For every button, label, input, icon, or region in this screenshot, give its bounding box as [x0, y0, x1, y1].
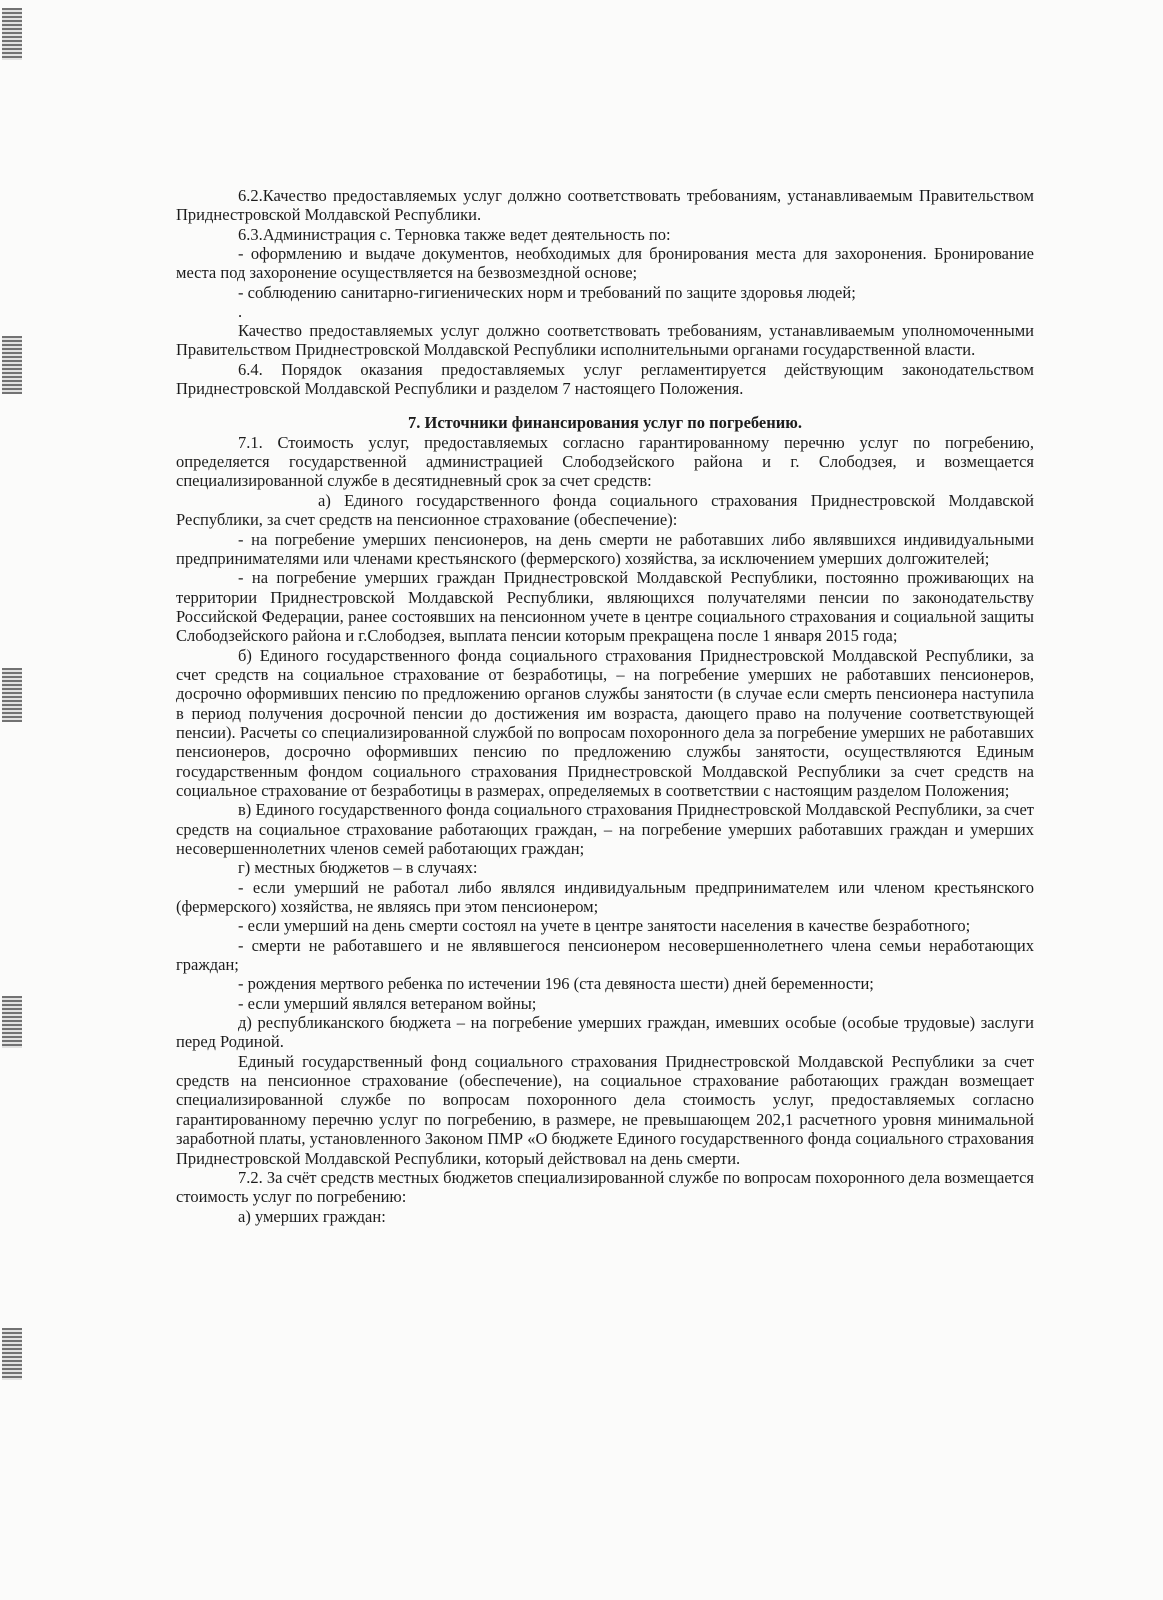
paragraph-7-2: 7.2. За счёт средств местных бюджетов специализированной службе по вопросам похоронного дела возмещается стоимость услуг по погребению:: [176, 1167, 1034, 1207]
scan-artifact-upper: [2, 336, 22, 394]
stray-dot: .: [238, 302, 243, 322]
scan-artifact-middle: [2, 668, 22, 722]
list-item-stillborn: - рождения мертвого ребенка по истечении 196 (ста девяноста шести) дней беременности;: [238, 974, 874, 994]
list-item-not-working: - если умерший не работал либо являлся индивидуальным предпринимателем или членом крестьянского (фермерского) хозяйства, не являясь при этом пенсионером;: [176, 877, 1034, 917]
paragraph-7-1-g: г) местных бюджетов – в случаях:: [238, 858, 478, 878]
paragraph-6-3: 6.3.Администрация с. Терновка также ведет деятельность по:: [238, 224, 671, 244]
list-item-rf-pensioners: - на погребение умерших граждан Приднестровской Молдавской Республики, постоянно проживающих на территории Приднестровской Молдавской Республики, являющихся получателями пенсии по законодательству Российской Федерации, ранее состоявших на пенсионном учете в центре социального страхования и социальной защиты Слободзейского района и г.Слободзея, выплата пенсии которым прекращена после 1 января 2015 года;: [176, 568, 1034, 646]
paragraph-6-2: 6.2.Качество предоставляемых услуг должно соответствовать требованиям, устанавливаемым Правительством Приднестровской Молдавской Республики.: [176, 186, 1034, 225]
list-item-unemployed: - если умерший на день смерти состоял на учете в центре занятости населения в качестве безработного;: [238, 916, 971, 936]
paragraph-7-2-a: а) умерших граждан:: [238, 1206, 386, 1226]
paragraph-7-1-b: б) Единого государственного фонда социального страхования Приднестровской Молдавской Республики, за счет средств на социальное страхование от безработицы, – на погребение умерших не работавших пенсионеров, досрочно оформивших пенсию по предложению органов службы занятости (в случае если смерть пенсионера наступила в период получения досрочной пенсии до достижения им возраста, дающего право на получение соответствующей пенсии). Расчеты со специализированной службой по вопросам похоронного дела за погребение умерших не работавших пенсионеров, досрочно оформивших пенсию по предложению службы занятости, осуществляются Единым государственным фондом социального страхования Приднестровской Молдавской Республики за счет средств на социальное страхование от безработицы в размерах, определяемых в соответствии с настоящим разделом Положения;: [176, 645, 1034, 800]
spacer: [176, 398, 1034, 411]
paragraph-7-1-d: д) республиканского бюджета – на погребение умерших граждан, имевших особые (особые трудовые) заслуги перед Родиной.: [176, 1013, 1034, 1052]
list-item-veteran: - если умерший являлся ветераном войны;: [238, 993, 537, 1013]
paragraph-6-4: 6.4. Порядок оказания предоставляемых услуг регламентируется действующим законодательством Приднестровской Молдавской Республики и разделом 7 настоящего Положения.: [176, 359, 1034, 399]
scan-artifact-lower: [2, 996, 22, 1048]
list-item-minor: - смерти не работавшего и не являвшегося пенсионером несовершеннолетнего члена семьи неработающих граждан;: [176, 935, 1034, 975]
paragraph-7-1: 7.1. Стоимость услуг, предоставляемых согласно гарантированному перечню услуг по погребению, определяется государственной администрацией Слободзейского района и г. Слободзея, и возмещается специализированной службе в десятидневный срок за счет средств:: [176, 432, 1034, 491]
list-item-pensioners: - на погребение умерших пенсионеров, на день смерти не работавших либо являвшихся индивидуальными предпринимателями или членами крестьянского (фермерского) хозяйства, за исключением умерших долгожителей;: [176, 529, 1034, 568]
scan-artifact-bottom: [2, 1328, 22, 1380]
section-heading-7: 7. Источники финансирования услуг по погребению.: [407, 413, 802, 433]
scan-artifact-top: [2, 8, 22, 60]
paragraph-7-1-a: а) Единого государственного фонда социального страхования Приднестровской Молдавской Республики, за счет средств на пенсионное страхование (обеспечение):: [176, 490, 1034, 530]
paragraph-fund-compensation: Единый государственный фонд социального страхования Приднестровской Молдавской Республики за счет средств на пенсионное страхование (обеспечение), на социальное страхование работающих граждан возмещает специализированной службе по вопросам похоронного дела стоимость услуг, предоставляемых согласно гарантированному перечню услуг по погребению, в размере, не превышающем 202,1 расчетного уровня минимальной заработной платы, установленного Законом ПМР «О бюджете Единого государственного фонда социального страхования Приднестровской Молдавской Республики, который действовал на день смерти.: [176, 1051, 1034, 1168]
paragraph-quality: Качество предоставляемых услуг должно соответствовать требованиям, устанавливаемым уполномоченными Правительством Приднестровской Молдавской Республики исполнительными органами государственной власти.: [176, 321, 1034, 360]
list-item-sanitary: - соблюдению санитарно-гигиенических норм и требований по защите здоровья людей;: [238, 282, 856, 302]
list-item-documents: - оформлению и выдаче документов, необходимых для бронирования места для захоронения. Бронирование места под захоронение осуществляется на безвозмездной основе;: [176, 244, 1034, 283]
document-page: [176, 186, 1034, 1226]
paragraph-7-1-v: в) Единого государственного фонда социального страхования Приднестровской Молдавской Республики, за счет средств на социальное страхование работающих граждан, – на погребение умерших работавших граждан и умерших несовершеннолетних членов семей работающих граждан;: [176, 800, 1034, 858]
